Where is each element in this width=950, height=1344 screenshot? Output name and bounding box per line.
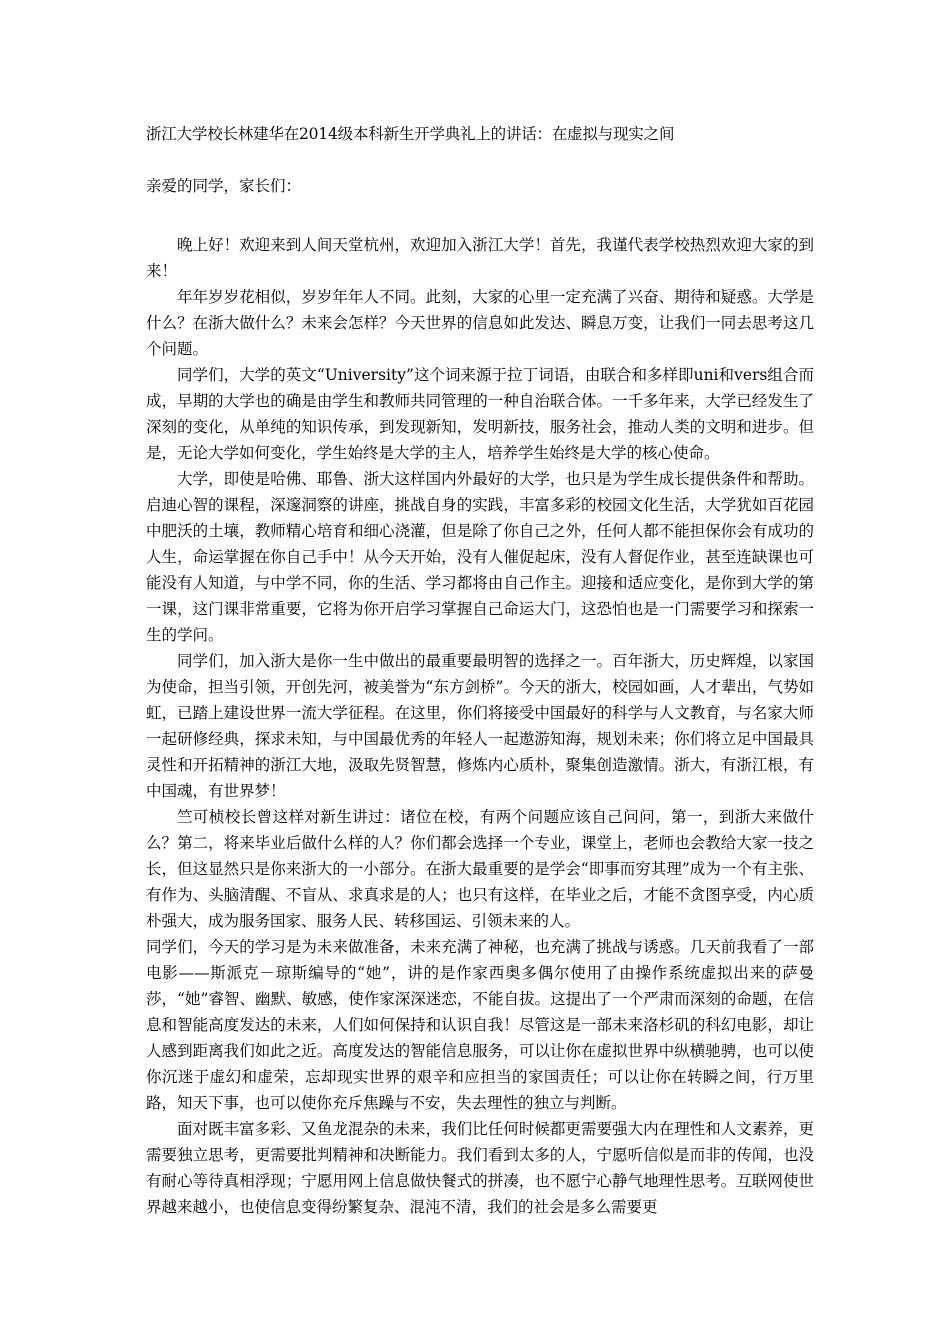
paragraph-6: 竺可桢校长曾这样对新生讲过：诸位在校，有两个问题应该自己问问，第一，到浙大来做什么？第二，将来毕业后做什么样的人？你们都会选择一个专业，课堂上，老师也会教给大家一技之长，但这显然只是你来浙大的一小部分。在浙大最重要的是学会“即事而穷其理”成为一个有主张、有作为、头脑清醒、不盲从、求真求是的人；也只有这样，在毕业之后，才能不贪图享受，内心质朴强大，成为服务国家、服务人民、转移国运、引领未来的人。 bbox=[146, 808, 814, 930]
speech-paragraphs bbox=[146, 232, 814, 1220]
paragraph-3: 同学们，大学的英文“University”这个词来源于拉丁词语，由联合和多样即uni和vers组合而成，早期的大学也的确是由学生和教师共同管理的一种自治联合体。一千多年来，大学已经发生了深刻的变化，从单纯的知识传承，到发现新知，发明新技，服务社会，推动人类的文明和进步。但是，无论大学如何变化，学生始终是大学的主人，培养学生始终是大学的核心使命。 bbox=[146, 366, 814, 462]
document-title: 浙江大学校长林建华在2014级本科新生开学典礼上的讲话：在虚拟与现实之间 bbox=[146, 125, 675, 143]
paragraph-1: 晚上好！欢迎来到人间天堂杭州，欢迎加入浙江大学！首先，我谨代表学校热烈欢迎大家的到来！ bbox=[146, 236, 814, 280]
document-body bbox=[146, 121, 814, 1220]
paragraph-7: 同学们，今天的学习是为未来做准备，未来充满了神秘，也充满了挑战与诱惑。几天前我看了一部电影——斯派克－琼斯编导的“她”，讲的是作家西奥多偶尔使用了由操作系统虚拟出来的萨曼莎，“她”睿智、幽默、敏感，使作家深深迷恋，不能自拔。这提出了一个严肃而深刻的命题，在信息和智能高度发达的未来，人们如何保持和认识自我！尽管这是一部未来洛杉矶的科幻电影，却让人感到距离我们如此之近。高度发达的智能信息服务，可以让你在虚拟世界中纵横驰骋，也可以使你沉迷于虚幻和虚荣，忘却现实世界的艰辛和应担当的家国责任；可以让你在转瞬之间，行万里路，知天下事，也可以使你充斥焦躁与不安，失去理性的独立与判断。 bbox=[146, 938, 814, 1112]
paragraph-5: 同学们，加入浙大是你一生中做出的最重要最明智的选择之一。百年浙大，历史辉煌，以家国为使命，担当引领，开创先河，被美誉为“东方剑桥”。今天的浙大，校园如画，人才辈出，气势如虹，已踏上建设世界一流大学征程。在这里，你们将接受中国最好的科学与人文教育，与名家大师一起研修经典，探求未知，与中国最优秀的年轻人一起遨游知海，规划未来；你们将立足中国最具灵性和开拓精神的浙江大地，汲取先贤智慧，修炼内心质朴，聚集创造激情。浙大，有浙江根，有中国魂，有世界梦！ bbox=[146, 652, 814, 800]
salutation: 亲爱的同学，家长们： bbox=[146, 177, 302, 195]
paragraph-2: 年年岁岁花相似，岁岁年年人不同。此刻，大家的心里一定充满了兴奋、期待和疑惑。大学是什么？在浙大做什么？未来会怎样？今天世界的信息如此发达、瞬息万变，让我们一同去思考这几个问题。 bbox=[146, 288, 814, 358]
paragraph-4: 大学，即使是哈佛、耶鲁、浙大这样国内外最好的大学，也只是为学生成长提供条件和帮助。启迪心智的课程，深邃洞察的讲座，挑战自身的实践，丰富多彩的校园文化生活，大学犹如百花园中肥沃的土壤，教师精心培育和细心浇灌，但是除了你自己之外，任何人都不能担保你会有成功的人生，命运掌握在你自己手中！从今天开始，没有人催促起床，没有人督促作业，甚至连缺课也可能没有人知道，与中学不同，你的生活、学习都将由自己作主。迎接和适应变化，是你到大学的第一课，这门课非常重要，它将为你开启学习掌握自己命运大门，这恐怕也是一门需要学习和探索一生的学问。 bbox=[146, 470, 814, 644]
paragraph-8: 面对既丰富多彩、又鱼龙混杂的未来，我们比任何时候都更需要强大内在理性和人文素养，更需要独立思考，更需要批判精神和决断能力。我们看到太多的人，宁愿听信似是而非的传闻，也没有耐心等待真相浮现；宁愿用网上信息做快餐式的拼凑，也不愿宁心静气地理性思考。互联网使世界越来越小，也使信息变得纷繁复杂、混沌不清，我们的社会是多么需要更 bbox=[146, 1120, 814, 1216]
